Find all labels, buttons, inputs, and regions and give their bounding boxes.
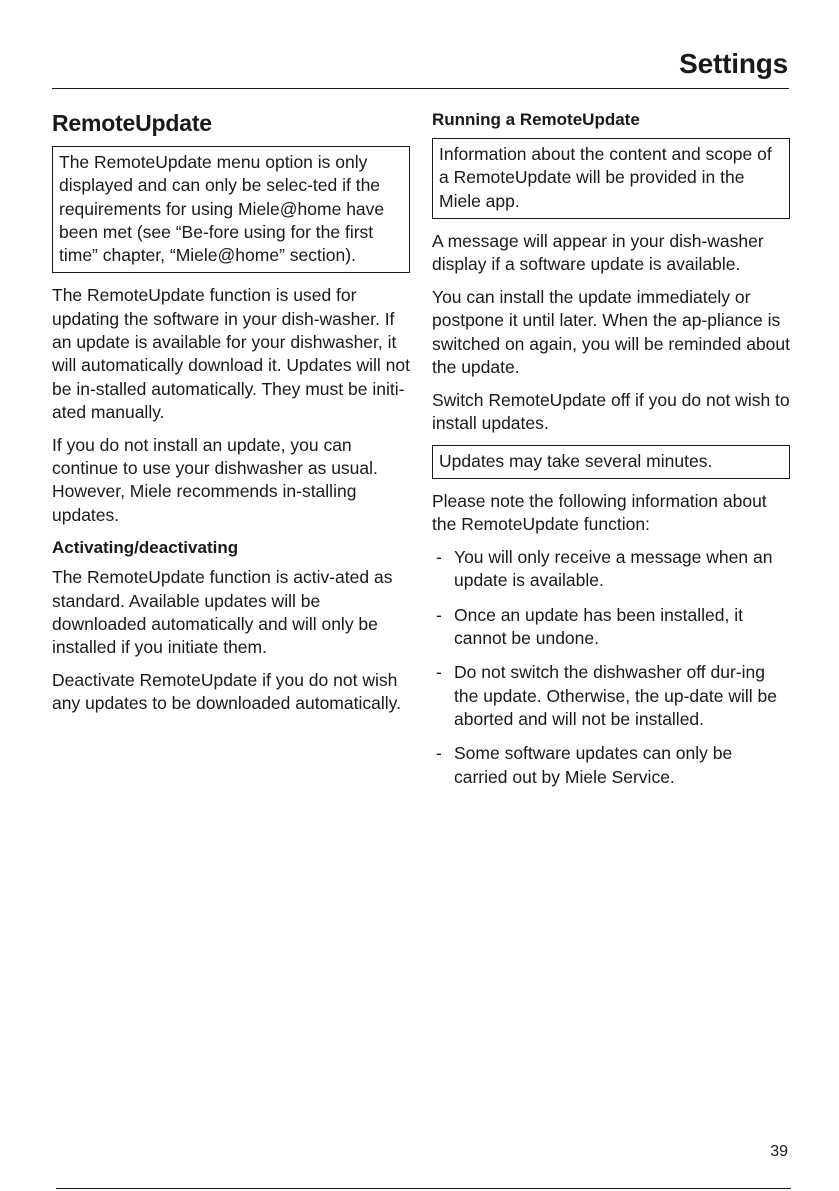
section-title-remoteupdate: RemoteUpdate	[52, 110, 212, 136]
paragraph-activated-standard: The RemoteUpdate function is activ-ated as standard. Available updates will be downloaded automatically and will only be installed if you initiate them.	[52, 567, 393, 658]
bullet-dash: -	[436, 604, 442, 625]
list-item	[432, 546, 790, 593]
list-item-text: Some software updates can only be carried out by Miele Service.	[454, 743, 733, 787]
paragraph-switch-off: Switch RemoteUpdate off if you do not wish to install updates.	[432, 389, 790, 433]
right-column	[432, 106, 790, 800]
note-box-miele-app: Information about the content and scope of a RemoteUpdate will be provided in the Miele app.	[432, 138, 790, 219]
subhead-running-remoteupdate: Running a RemoteUpdate	[432, 110, 640, 129]
note-box-duration: Updates may take several minutes.	[432, 445, 790, 479]
list-item	[432, 661, 790, 731]
footer-divider	[56, 1188, 791, 1189]
paragraph-note-following: Please note the following information about the RemoteUpdate function:	[432, 491, 767, 535]
info-bullet-list	[432, 546, 790, 789]
bullet-dash: -	[436, 662, 442, 683]
paragraph-install-postpone: You can install the update immediately or postpone it until later. When the ap-pliance is switched on again, you will be reminded about the update.	[432, 286, 790, 377]
bullet-dash: -	[436, 743, 442, 764]
paragraph-message-display: A message will appear in your dish-washer display if a software update is available.	[432, 230, 764, 275]
list-item-text: You will only receive a message when an update is available.	[454, 547, 773, 591]
header-divider	[52, 88, 789, 89]
note-box-requirements: The RemoteUpdate menu option is only displayed and can only be selec-ted if the requirements for using Miele@home have been met (see “Be-fore using for the first time” chapter, “Miele@home” section).	[52, 146, 410, 273]
list-item-text: Once an update has been installed, it cannot be undone.	[454, 604, 743, 649]
left-column	[52, 106, 410, 725]
page-number: 39	[770, 1143, 788, 1160]
subhead-activating-deactivating: Activating/deactivating	[52, 538, 239, 558]
paragraph-deactivate: Deactivate RemoteUpdate if you do not wish any updates to be downloaded automatically.	[52, 670, 401, 714]
paragraph-function-description: The RemoteUpdate function is used for updating the software in your dish-washer. If an update is available for your dishwasher, it will automatically download it. Updates will not be in-stalled automatically. They must be initi-ated manually.	[52, 285, 410, 422]
list-item	[432, 604, 790, 651]
paragraph-not-installing: If you do not install an update, you can continue to use your dishwasher as usual. However, Miele recommends in-stalling updates.	[52, 434, 378, 525]
list-item-text: Do not switch the dishwasher off dur-ing the update. Otherwise, the up-date will be aborted and will not be installed.	[454, 662, 777, 729]
list-item	[432, 742, 790, 789]
bullet-dash: -	[436, 547, 442, 568]
page-header-title: Settings	[679, 48, 788, 79]
